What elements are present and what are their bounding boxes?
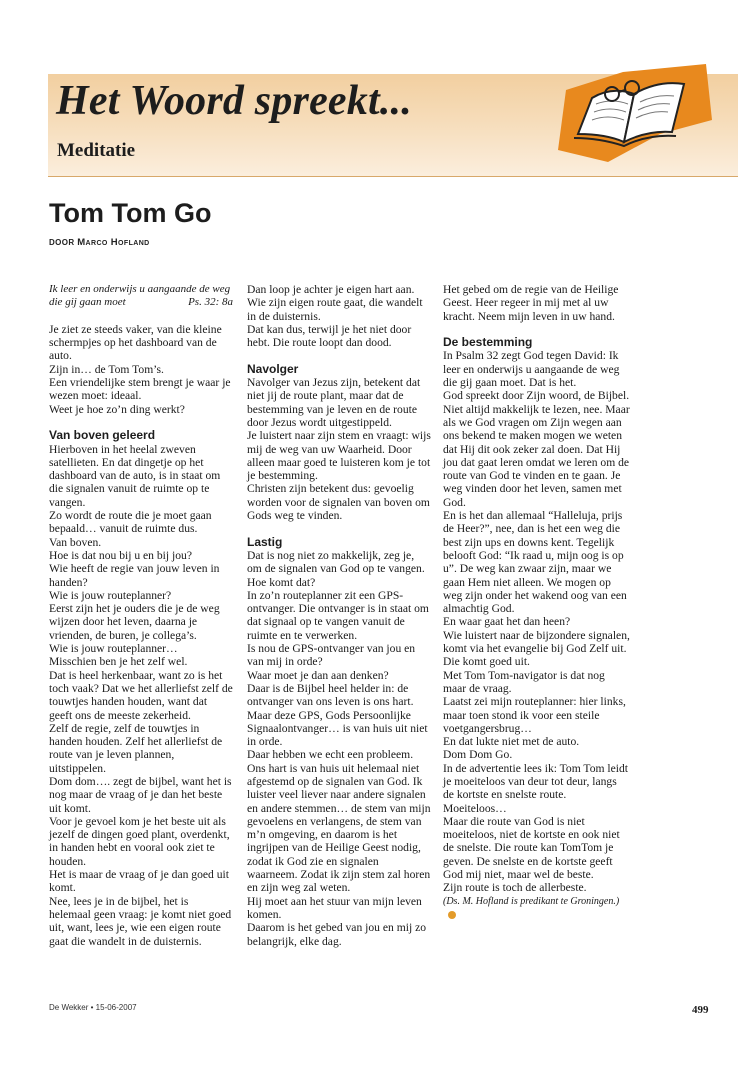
paragraph: Daar is de Bijbel heel helder in: de ontvanger van ons leven is ons hart. Maar deze GPS, Gods Persoonlijke Signaalontvanger… is van huis uit niet in orde. [247,681,428,749]
paragraph: Zijn route is toch de allerbeste. [443,881,587,895]
header-divider [48,176,738,177]
paragraph: Daarom is het gebed van jou en mij zo belangrijk, elke dag. [247,921,427,948]
paragraph: Maar die route van God is niet moeiteloos, niet de kortste en ook niet de snelste. Die route kan TomTom je geven. De snelste en de kortste geeft God mij niet, maar wel de beste. [443,814,620,882]
paragraph: Dom Dom Go. [443,748,513,762]
author-note [443,895,630,922]
spacer [49,310,233,323]
quote-reference: Ps. 32: 8a [188,296,233,309]
section-subtitle: Meditatie [57,140,136,161]
paragraph: Dom dom…. zegt de bijbel, want het is nog maar de vraag of je dan het beste uit komt. [49,774,232,815]
spacer [49,416,233,429]
paragraph: Waar moet je dan aan denken? [247,668,389,682]
column-3 [443,283,630,921]
paragraph: Wie luistert naar de bijzondere signalen, komt via het evangelie bij God Zelf uit. Die komt goed uit. [443,628,630,669]
paragraph: Wie heeft de regie van jouw leven in handen? [49,562,220,589]
quote-text: Ik leer en onderwijs u aangaande de weg die gij gaan moet [49,283,231,309]
footer-publication: De Wekker • 15-06-2007 [49,1003,137,1012]
paragraph: Dat kan dus, terwijl je het niet door hebt. Die route loopt dan dood. [247,322,412,350]
paragraph: Je luistert naar zijn stem en vraagt: wijs mij de weg van uw Waarheid. Door alleen maar goed te luisteren kom je tot je bestemming. [247,429,431,483]
section-title: Het Woord spreekt... [56,78,412,124]
scripture-quote [49,283,233,310]
paragraph: Het gebed om de regie van de Heilige Geest. Heer regeer in mij met al uw kracht. Neem mijn leven in uw hand. [443,283,619,323]
paragraph: Het is maar de vraag of je dan goed uit komt. [49,868,229,895]
paragraph: Navolger van Jezus zijn, betekent dat niet jij de route plant, maar dat de bestemming van je leven en de route door Jezus wordt uitgestippeld. [247,376,421,429]
column-1 [49,283,233,948]
paragraph: Laatst zei mijn routeplanner: hier links, maar toen stond ik voor een steile voetgangersbrug… [443,695,626,735]
subheading: Van boven geleerd [49,428,156,443]
paragraph: In de advertentie lees ik: Tom Tom leidt je moeiteloos van deur tot deur, langs de kortste en snelste route. [443,761,629,802]
paragraph: Van boven. [49,535,102,549]
paragraph: Met Tom Tom-navigator is dat nog maar de vraag. [443,668,605,695]
author-note-text: (Ds. M. Hofland is predikant te Groningen.) [443,895,620,907]
paragraph: Niet altijd makkelijk te lezen, nee. Maar als we God vragen om Zijn wegen aan ons bekend te maken mogen we weten dat Hij dit ook zeker zal doen. Dat Hij jou dat gaat leren omdat we leren om de route van God te vinden en te gaan. Je weg vinden door het leven, samen met God. [443,402,630,509]
paragraph: In Psalm 32 zegt God tegen David: Ik leer en onderwijs u aangaande de weg die gij gaan moet. Dat is het. [443,349,620,390]
paragraph: Hij moet aan het stuur van mijn leven komen. [247,894,422,921]
byline-author: Marco Hofland [77,237,150,248]
spacer [247,349,431,362]
paragraph: Hierboven in het heelal zweven satellieten. En dat dingetje op het dashboard van de auto, is in staat om die signalen vanuit de ruimte op te vangen. [49,442,221,509]
spacer [443,323,630,336]
paragraph: Dat is heel herkenbaar, want zo is het toch vaak? Dat we het allerliefst zelf de touwtjes handen houden, want dat geeft ons de meeste zekerheid. [49,668,233,722]
paragraph: In zo’n routeplanner zit een GPS-ontvanger. Die ontvanger is in staat om dat signaal op te vangen vanuit de ruimte en te verwerken. [247,588,429,642]
open-book-icon [548,58,718,168]
paragraph: En dat lukte niet met de auto. [443,735,580,749]
page-number: 499 [692,1004,709,1016]
byline-prefix: DOOR [49,238,75,247]
paragraph: God spreekt door Zijn woord, de Bijbel. [443,389,630,403]
subheading: Navolger [247,361,299,376]
paragraph: Eerst zijn het je ouders die je de weg wijzen door het leven, daarna je vrienden, de buren, je collega’s. [49,602,220,642]
paragraph: Voor je gevoel kom je het beste uit als jezelf de dingen goed plant, overdenkt, in handen hebt en vooral ook ziet te houden. [49,814,230,868]
paragraph: Is nou de GPS-ontvanger van jou en van mij in orde? [247,642,416,669]
paragraph: Wie is jouw routeplanner… [49,642,178,656]
paragraph: Zo wordt de route die je moet gaan bepaald… vanuit de ruimte dus. [49,509,212,536]
paragraph: Daar hebben we echt een probleem. Ons hart is van huis uit helemaal niet afgestemd op de signalen van God. Ik luister veel liever naar andere signalen en andere stemmen… de stem van mijn gevoelens en verlangens, de stem van m’n omgeving, en daarom is het ingrijpen van de Heilige Geest nodig, zodat ik God zie en signalen waarneem. Zodat ik zijn stem zal horen en zijn weg zal weten. [247,748,431,895]
paragraph: Hoe is dat nou bij u en bij jou? [49,548,192,562]
end-mark-icon [448,911,456,919]
paragraph: Nee, lees je in de bijbel, het is helemaal geen vraag: je komt niet goed uit, want, lees je, wie een eigen route gaat die wandelt in de duisternis. [49,894,232,948]
paragraph: Weet je hoe zo’n ding werkt? [49,402,185,416]
byline [49,237,150,248]
paragraph: Zelf de regie, zelf de touwtjes in handen houden. Zelf het allerliefst de route van je leven plannen, uitstippelen. [49,721,223,775]
subheading: Lastig [247,534,283,549]
paragraph: En is het dan allemaal “Halleluja, prijs de Heer?”, nee, dan is het een weg die best zijn ups en downs kent. Tegelijk belooft God: “Ik raad u, mijn oog is op u”. De weg kan zwaar zijn, maar we gaan Hem niet alleen. We mogen op weg zijn onder het wakend oog van een almachtig God. [443,509,627,616]
spacer [247,522,431,535]
paragraph: En waar gaat het dan heen? [443,615,571,629]
paragraph: Dat is nog niet zo makkelijk, zeg je, om de signalen van God op te vangen. Hoe komt dat? [247,548,425,589]
paragraph: Misschien ben je het zelf wel. [49,655,188,669]
paragraph: Christen zijn betekent dus: gevoelig worden voor de signalen van boven om Gods weg te vinden. [247,482,430,523]
article-title: Tom Tom Go [49,198,212,228]
paragraph: Een vriendelijke stem brengt je waar je wezen moet: ideaal. [49,376,231,403]
paragraph: Moeiteloos… [443,801,507,815]
paragraph: Je ziet ze steeds vaker, van die kleine schermpjes op het dashboard van de auto. [49,322,222,363]
subheading: De bestemming [443,335,533,350]
column-2 [247,283,431,948]
paragraph: Dan loop je achter je eigen hart aan. Wie zijn eigen route gaat, die wandelt in de duisternis. [247,283,423,323]
paragraph: Wie is jouw routeplanner? [49,588,172,602]
paragraph: Zijn in… de Tom Tom’s. [49,362,164,376]
